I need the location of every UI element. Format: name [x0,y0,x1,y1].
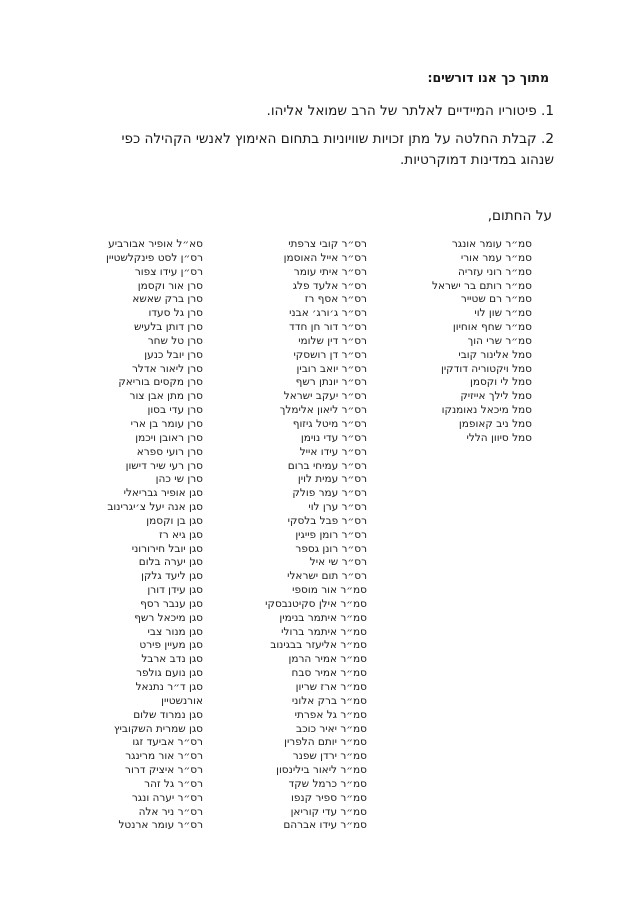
signatory-name: סגן מנור צבי [147,625,203,638]
signatory-name: סמ״ר אמיר סבח [291,667,367,680]
signatory-name: סמ״ר שרי הוך [467,334,532,347]
signatory-name: רס״ר יעקב ישראל [283,390,367,403]
signatory-name: רס״ר מיטל גיזוף [292,417,367,430]
signatory-name: סרן גל סעדו [148,307,203,320]
signatory-name: רס״ר יערה ונגר [131,791,203,804]
signatory-name: סגן גיא רז [159,528,203,541]
signatory-name: סמ״ר יאיר כוכב [296,722,367,735]
signatory-name: סגן נדב ארבל [141,653,203,666]
signatory-name: סמ״ר רוני עזריה [458,265,532,278]
demand-2: 2. קבלת החלטה על מתן זכויות שוויוניות בתחום האימוץ לאנשי הקהילה כפי שנהוג במדינות דמוקרטיות. [121,131,554,168]
signatory-name: סרן אור וקסמן [137,279,203,292]
signatory-name: סמל לילך אייזיק [460,390,532,403]
signatory-name: רס״ר אור מרינגר [125,750,203,763]
signatory-name: סגן בן וקסמן [146,514,203,527]
signatory-name: סמ״ר עמר אורי [460,251,532,264]
signatory-name: סגן מיכאל רשף [134,611,203,624]
signatory-name: סמל ויקטוריה דודקין [440,362,532,375]
signatory-name: רס״ר יונתן רשף [295,376,367,389]
signatory-name: סגן שמרית השקוביץ [113,722,203,735]
demand-1: 1. פיטוריו המיידיים לאלתר של הרב שמואל אליהו. [266,103,554,119]
signatory-name: סמ״ר ארז שריון [295,681,367,693]
signatory-name: רס״ר תום ישראלי [287,570,367,583]
signatory-name: סמ״ר גל אפרתי [294,708,367,721]
demands-heading: מתוך כך אנו דורשים: [427,70,549,85]
signatory-name: רס״ן לסט פינקלשטיין [106,251,203,264]
signatory-name: סמ״ר שון לוי [474,307,532,320]
signatories-column-3 [106,238,203,833]
signatory-name: סרן דותן בלעיש [133,321,203,334]
signatory-name: סמ״ר איתמר בנימין [279,611,367,624]
signatory-name: סמ״ר איתמר ברולי [281,625,367,638]
signatory-name: סמ״ר עידו אברהם [283,819,367,832]
signatory-name: סמ״ר ירדן שפנר [292,750,367,763]
signatory-name: סגן ליעד גלקן [141,570,203,583]
signatory-name: רס״ר ערן לוי [308,501,367,514]
signatory-name: סמ״ר רותם בר ישראל [431,279,532,292]
signatory-name: רס״ר אביעד זגו [132,736,203,749]
signatory-name: רס״ר רומן פייגין [295,528,367,541]
signatory-name: אורנשטיין [161,694,203,707]
signatory-name: רס״ר ליאון אלימלך [279,404,367,417]
signatory-name: רס״ר איציק דרור [125,764,203,777]
signatory-name: רס״ר יואב רובין [296,362,367,375]
signatory-name: רס״ר דור חן חדד [288,321,367,334]
signatory-name: סמ״ר עדי קוריאן [290,805,367,818]
signatory-name: רס״ר איתי עומר [293,265,367,278]
signatory-name: סמ״ר אמיר הרמן [288,653,367,666]
signatory-name: רס״ר פבל בלסקי [287,514,367,527]
signatory-name: סגן יערה בלום [138,556,203,569]
signatory-name: סמל סיוון הללי [466,431,532,444]
signatory-name: רס״ר אסף רז [304,293,367,306]
signatory-name: רס״ר גל זהר [144,777,203,790]
signatory-name: סמ״ר עומר אונגר [451,238,532,250]
signatory-name: סרן מתן אבן צור [129,390,203,403]
signatory-name: סרן רועי ספרא [136,445,203,458]
signatory-name: רס״ר דין שלומי [298,334,367,347]
signatory-name: סרן יובל כנען [144,348,203,361]
signatory-name: רס״ר שי איל [309,556,367,569]
signatory-name: סמל לי וקסמן [469,376,532,389]
signatory-name: סרן ראובן ויכמן [135,431,203,444]
signatory-name: סגן ד״ר נתנאל [135,681,203,693]
signatory-name: סמ״ר אילן סקיטנבסקי [265,597,367,610]
signatory-name: סמ״ר שחף אוחיון [452,321,532,334]
signatory-name: רס״ר עמיחי ברום [287,459,367,472]
signatory-name: סמל מיכאל נאומנקו [441,404,532,417]
signatory-name: סמ״ר ספיר קנפו [290,791,367,804]
signatory-name: סרן שי כהן [155,473,203,486]
signatory-name: סמ״ר ברק אלוני [291,694,367,707]
signatory-name: סרן רעי שיר דישון [125,459,203,472]
signatory-name: רס״ר קובי צרפתי [288,238,367,250]
signatory-name: סרן טל שחר [147,334,203,347]
signatory-name: סמ״ר אליעזר בבגינוב [270,639,367,652]
signatory-name: סרן מקסים בוריאק [118,376,203,389]
signatory-name: סרן ליאור אדלר [131,362,203,375]
signatory-name: סגן נמרוד שלום [133,708,203,721]
signatory-name: רס״ר ג׳ורג׳ אבני [289,307,367,320]
signatory-name: רס״ר עידו אייל [299,445,367,458]
signatory-name: רס״ר רונן גספר [295,542,367,555]
signatory-name: סגן מעיין פירט [139,639,203,652]
signatory-name: רס״ר עמר פולק [292,487,367,500]
signatory-name: רס״ר עדי נוימן [300,431,367,444]
signatory-name: רס״ן עידו צפור [134,265,203,278]
signatory-name: סמ״ר יותם הלפרין [284,736,367,749]
signatories-column-1 [432,238,532,446]
signatory-name: סמ״ר ליאור בילינסון [276,764,367,777]
signatory-name: רס״ר עמית לוין [297,473,367,486]
signatory-name: סמ״ר רם שטייר [460,293,532,306]
signatory-name: סא״ל אופיר אבורביע [108,238,203,250]
signatory-name: רס״ר אלעד פלג [292,279,367,292]
signatory-name: סמ״ר כרמל שקד [288,777,367,790]
signatory-name: סמל אלינור קובי [458,348,532,361]
signatory-name: סגן נועם גולפר [136,667,203,680]
signatory-name: סרן עדי בסון [147,404,203,417]
signatory-name: סגן עידן דורן [147,584,203,597]
signatories-column-2 [265,238,367,833]
signatory-name: רס״ר אייל האוסמן [283,251,367,264]
signatory-name: סגן יובל חירורוני [131,542,203,555]
signatory-name: רס״ר עומר ארנטל [118,819,203,832]
signed-by-label: על החתום, [487,208,552,224]
signatory-name: רס״ר ניר אלה [138,805,203,818]
signatory-name: סמל ניב קאופמן [458,417,532,430]
signatory-name: סגן אופיר גבריאלי [123,487,203,500]
signatory-name: סגן אנה יעל צ׳יגרינוב [107,501,203,514]
signatory-name: סרן עומר בן ארי [130,417,203,430]
signatory-name: סמ״ר אור מוספי [292,584,367,597]
signatory-name: סגן ענבר רסף [140,597,203,610]
signatory-name: רס״ר דן רושסקי [293,348,367,361]
signatory-name: סרן ברק שאשא [132,293,203,306]
